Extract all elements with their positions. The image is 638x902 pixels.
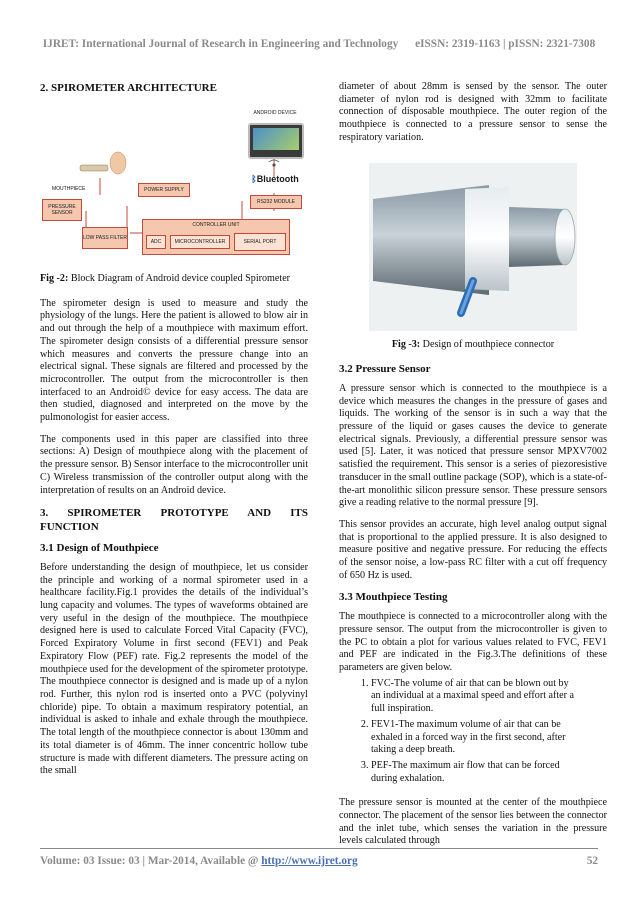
rs232-module-box: RS232 MODULE <box>250 195 302 209</box>
paragraph: The components used in this paper are classified into three sections: A) Design of mouthpiece along with the placement of the pressure sensor. B) Sensor interface to the microcontroller unit C) Wireless transmission of the controller output along with the interpretation of results on an Android device. <box>40 433 308 496</box>
list-item: 3. PEF-The maximum air flow that can be forced during exhalation. <box>371 760 607 785</box>
paragraph: This sensor provides an accurate, high level analog output signal that is proportional to the applied pressure. It is also designed to measure positive and negative pressure. For reducing the effects of the sensor noise, a low-pass RC filter with a cut off frequency of 650 Hz is used. <box>339 518 607 581</box>
paragraph: Before understanding the design of mouthpiece, let us consider the principle and working of a normal spirometer used in a healthcare facility.Fig.1 provides the details of the individual’s lung capacity and volumes. The types of waveforms obtained are very useful in the design of the mouthpiece. The mouthpiece designed here is used to calculate Forced Vital Capacity (FVC), Forced Expiratory Volume in first second (FEV1) and Peak Expiratory Flow (PEF) rate. Fig.2 represents the model of the mouthpiece used for the development of the spirometer prototype. The mouthpiece connector is designed and is made up of a nylon rod. Further, this nylon rod is inserted onto a PVC (polyvinyl chloride) pipe. To obtain a maximum respiratory potential, an individual is asked to inhale and exhale through the mouthpiece. The total length of the mouthpiece connector is about 130mm and its total diameter is of 46mm. The inner concentric hollow tube structure is made with different diameters. The pressure acting on the small <box>40 561 308 777</box>
android-device-label: ANDROID DEVICE <box>253 110 297 116</box>
section-3-heading-cont: FUNCTION <box>40 521 99 534</box>
bluetooth-icon: ᛒ <box>251 174 257 184</box>
paragraph: diameter of about 28mm is sensed by the sensor. The outer diameter of nylon rod is designed with 32mm to facilitate connection of disposable mouthpiece. The outer region of the mouthpiece is connected to a pressure sensor to sense the respiratory variation. <box>339 81 607 143</box>
list-item: 1. FVC-The volume of air that can be blown out by an individual at a maximal speed and effort after a full inspiration. <box>371 678 607 716</box>
subsection-3-1-heading: 3.1 Design of Mouthpiece <box>40 542 159 555</box>
paragraph: The spirometer design is used to measure and study the physiology of the lungs. Here the patient is allowed to blow air in and out through the help of a mouthpiece with maximum effort. The spirometer design consists of a differential pressure sensor which measures and converts the pressure change into an electrical signal. These signals are filtered and processed by the microcontroller. The output from the microcontroller is then interfaced to an Android© device for easy access. The data are then studied, diagnosed and interpreted on the move by the pulmonologist for easier access. <box>40 297 308 424</box>
block-diagram <box>42 103 304 263</box>
left-column <box>40 81 308 787</box>
section-3-heading: 3. SPIROMETER PROTOTYPE AND ITS <box>40 507 308 520</box>
subsection-3-2-heading: 3.2 Pressure Sensor <box>339 363 431 376</box>
paragraph: A pressure sensor which is connected to the mouthpiece is a device which measures the changes in the pressure of gases and liquids. The working of the sensor is in such a way that the pressure of the liquid or gases causes the device to generate electrical signals. Previously, a differential pressure sensor was used [5]. Later, it was noticed that pressure sensor MPXV7002 satisfied the requirement. This sensor is a series of piezoresistive transducer in the small outline package (SOP), which is a state-of-the-art monolithic silicon pressure sensor. These pressure sensors give a reading relative to the normal pressure [9]. <box>339 382 607 509</box>
paragraph: The pressure sensor is mounted at the center of the mouthpiece connector. The placement of the sensor lies between the connector and the inlet tube, which senses the variation in the pressure levels calculated through <box>339 797 607 847</box>
serial-port-box: SERIAL PORT <box>234 233 286 251</box>
journal-name: IJRET: International Journal of Research in Engineering and Technology <box>42 38 399 50</box>
adc-box: ADC <box>146 235 166 249</box>
figure-3-caption: Fig -3: Design of mouthpiece connector <box>391 338 555 350</box>
footer-volume: Volume: 03 Issue: 03 | Mar-2014, Available @ <box>40 855 262 867</box>
mouthpiece-connector-image <box>369 163 577 331</box>
bluetooth-logo: ᛒBluetooth <box>251 174 299 184</box>
page-number: 52 <box>586 855 598 867</box>
mouthpiece-connector-photo <box>369 163 577 331</box>
tablet-icon <box>248 123 304 159</box>
section-2-heading: 2. SPIROMETER ARCHITECTURE <box>40 82 217 94</box>
journal-url-link[interactable]: http://www.ijret.org <box>261 855 358 867</box>
figure-2-caption: Fig -2: Block Diagram of Android device coupled Spirometer <box>40 273 291 284</box>
pressure-sensor-box: PRESSURE SENSOR <box>42 199 82 221</box>
mouthpiece-illustration <box>80 152 126 174</box>
controller-unit-label: CONTROLLER UNIT <box>192 222 240 228</box>
low-pass-filter-box: LOW PASS FILTER <box>82 227 128 249</box>
power-supply-box: POWER SUPPLY <box>138 183 190 197</box>
subsection-3-3-heading: 3.3 Mouthpiece Testing <box>339 591 448 604</box>
definitions-list <box>339 678 607 786</box>
footer-rule <box>40 848 598 849</box>
figure-3-label: Fig -3: <box>391 338 421 350</box>
right-column <box>339 81 607 857</box>
mouthpiece-label: MOUTHPIECE <box>52 186 86 192</box>
issn: eISSN: 2319-1163 | pISSN: 2321-7308 <box>415 38 596 50</box>
figure-2-label: Fig -2: <box>40 273 69 284</box>
running-footer <box>40 855 598 867</box>
running-header <box>0 38 638 50</box>
list-item: 2. FEV1-The maximum volume of air that can be exhaled in a forced way in the first second, after taking a deep breath. <box>371 719 607 757</box>
paragraph: The mouthpiece is connected to a microcontroller along with the pressure sensor. The output from the microcontroller is given to the PC to obtain a plot for various values related to FVC, FEV1 and PEF are indicated in the Fig.3.The definitions of these parameters are given below. <box>339 611 607 673</box>
microcontroller-box: MICROCONTROLLER <box>170 235 230 249</box>
